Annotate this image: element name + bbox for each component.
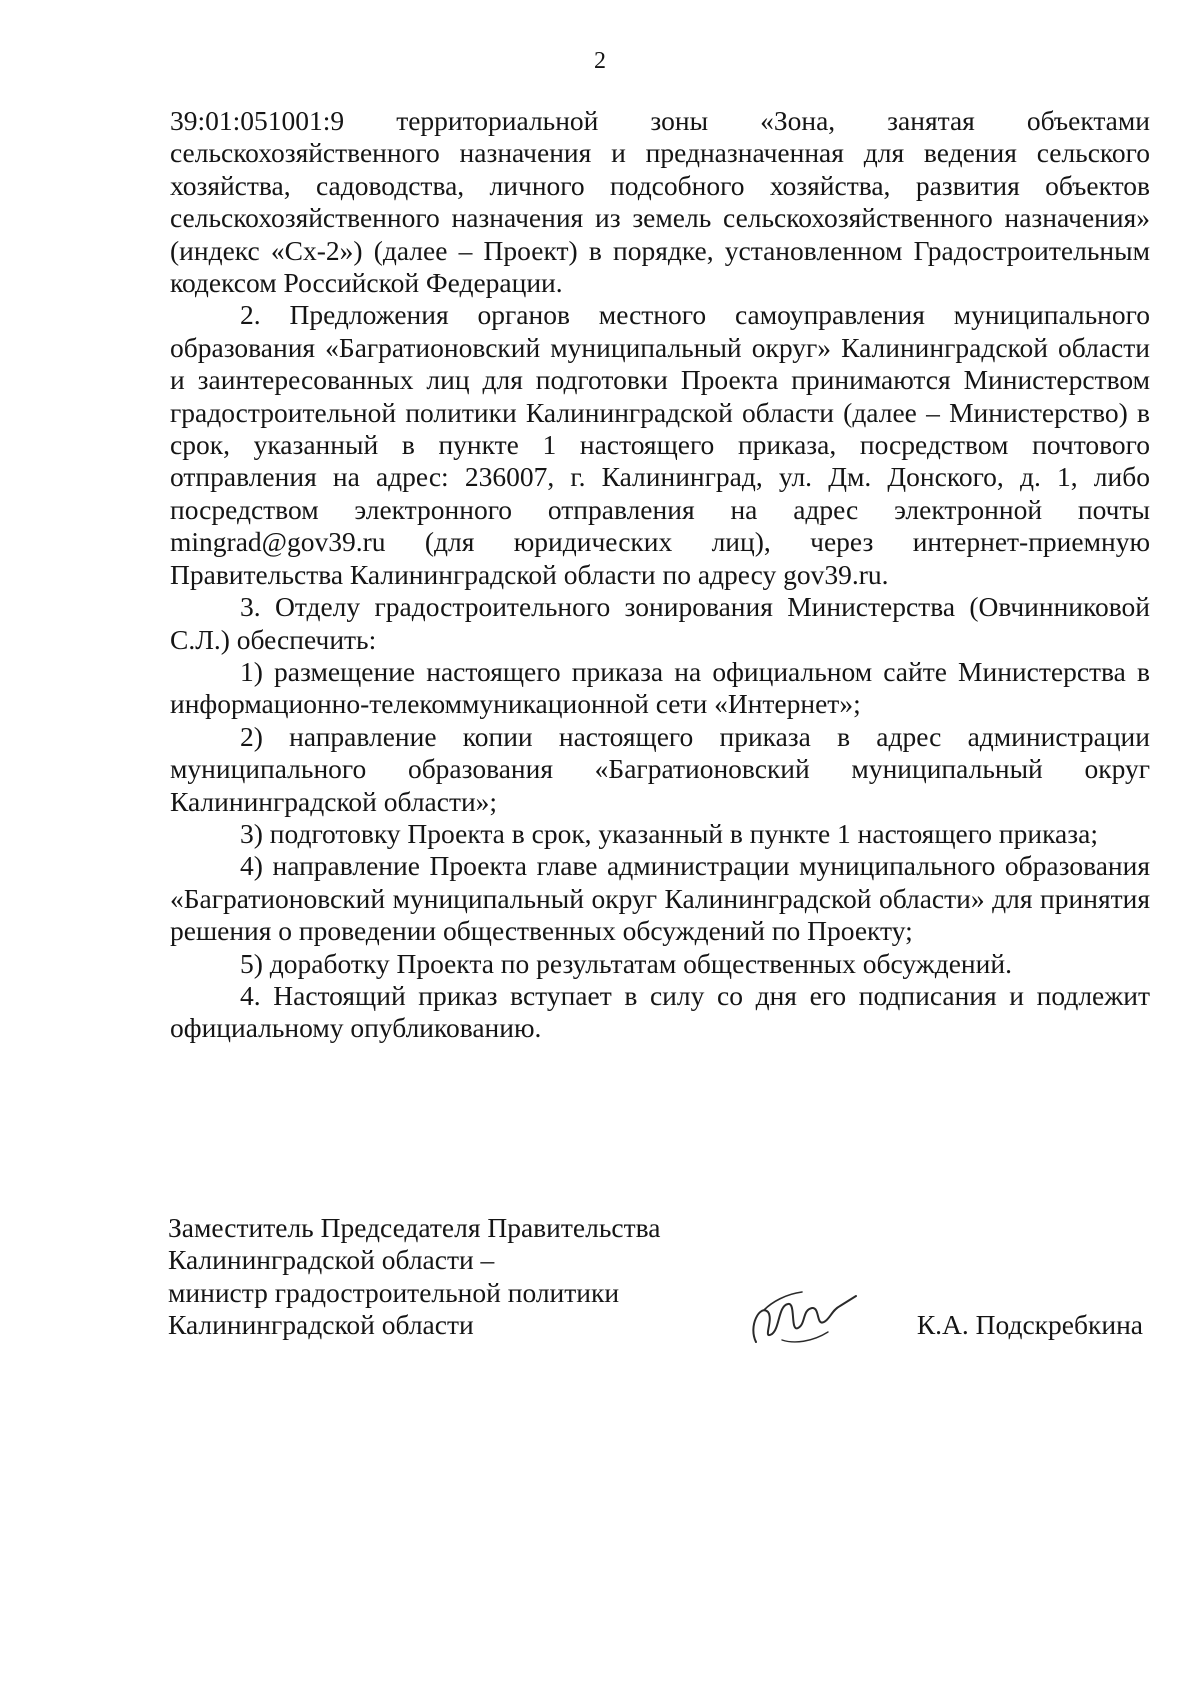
document-body — [170, 105, 1150, 1045]
signatory-name: К.А. Подскребкина — [916, 1309, 1143, 1340]
signatory-position-line: министр градостроительной политики — [168, 1276, 620, 1308]
paragraph-item-3: 3. Отделу градостроительного зонирования Министерства (Овчинниковой С.Л.) обеспечить: — [170, 591, 1150, 655]
subitem-4: 4) направление Проекта главе администрации муниципального образования «Багратионовский муниципальный округ Калининградской области» для принятия решения о проведении общественных обсуждений по Проекту; — [170, 850, 1150, 947]
signatory-position-line: Заместитель Председателя Правительства — [168, 1212, 661, 1243]
paragraph-continuation: 39:01:051001:9 территориальной зоны «Зона, занятая объектами сельскохозяйственного назначения и предназначенная для ведения сельского хозяйства, садоводства, личного подсобного хозяйства, развития объектов сельскохозяйственного назначения из земель сельскохозяйственного назначения» (индекс «Сх-2») (далее – Проект) в порядке, установленном Градостроительным кодексом Российской Федерации. — [170, 105, 1150, 299]
signatory-position-line: Калининградской области – — [168, 1244, 495, 1276]
subitem-5: 5) доработку Проекта по результатам общественных обсуждений. — [240, 947, 1012, 979]
paragraph-item-2: 2. Предложения органов местного самоуправления муниципального образования «Багратионовский муниципальный округ» Калининградской области и заинтересованных лиц для подготовки Проекта принимаются Министерством градостроительной политики Калининградской области (далее – Министерство) в срок, указанный в пункте 1 настоящего приказа, посредством почтового отправления на адрес: 236007, г. Калининград, ул. Дм. Донского, д. 1, либо посредством электронного отправления на адрес электронной почты mingrad@gov39.ru (для юридических лиц), через интернет-приемную Правительства Калининградской области по адресу gov39.ru. — [170, 299, 1150, 590]
paragraph-item-4: 4. Настоящий приказ вступает в силу со дня его подписания и подлежит официальному опубликованию. — [170, 979, 1150, 1044]
page-number: 2 — [594, 48, 606, 74]
subitem-1: 1) размещение настоящего приказа на официальном сайте Министерства в информационно-телекоммуникационной сети «Интернет»; — [170, 655, 1150, 720]
signatory-position — [168, 1212, 660, 1342]
handwritten-signature — [742, 1282, 862, 1352]
subitem-2: 2) направление копии настоящего приказа в адрес администрации муниципального образования «Багратионовский муниципальный округ Калининградской области»; — [170, 720, 1150, 817]
signatory-position-line: Калининградской области — [168, 1309, 474, 1341]
subitem-3: 3) подготовку Проекта в срок, указанный в пункте 1 настоящего приказа; — [240, 817, 1098, 849]
